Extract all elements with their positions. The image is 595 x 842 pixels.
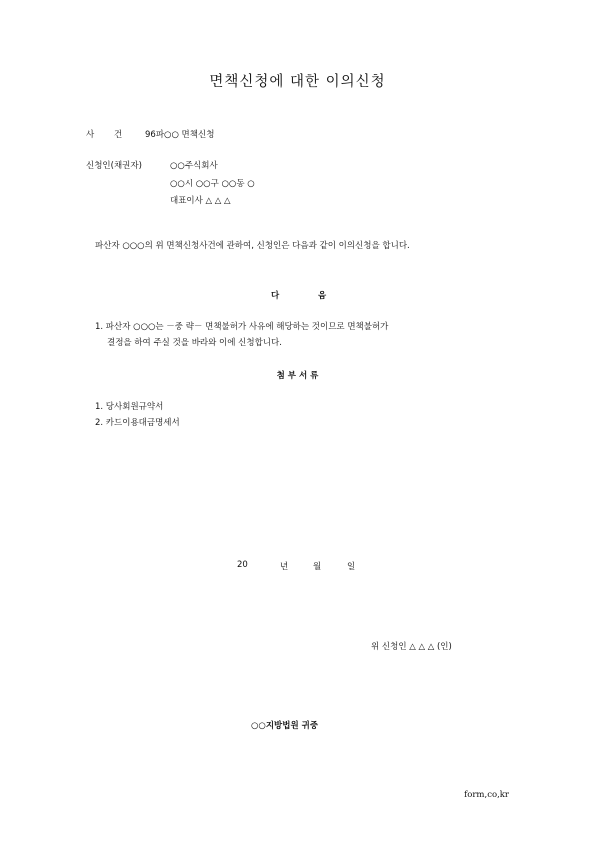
applicant-label: 신청인(채권자) [86,161,142,171]
document-title: 면책신청에 대한 이의신청 [209,74,386,90]
intro-paragraph: 파산자 ○○○의 위 면책신청사건에 관하여, 신청인은 다음과 같이 이의신청을 합니다. [95,241,410,251]
date-day-label: 일 [347,562,356,572]
applicant-address: ○○시 ○○구 ○○동 ○ [170,179,255,189]
applicant-representative: 대표이사 △ △ △ [170,196,231,206]
date-month-label: 월 [313,562,322,572]
attachment-item-2: 2. 카드이용대금명세서 [95,418,180,428]
signature-line: 위 신청인 △ △ △ (인) [371,642,452,652]
footer-source: form,co,kr [464,790,509,800]
case-label-1: 사 [86,130,95,140]
attachment-item-1: 1. 당사회원규약서 [95,402,164,412]
date-year-label: 년 [280,562,289,572]
applicant-name: ○○주식회사 [170,161,218,171]
next-heading-1: 다 [271,291,280,301]
court-addressee: ○○지방법원 귀중 [251,721,319,731]
item-1-line-2: 결정을 하여 주실 것을 바라와 이에 신청합니다. [107,338,282,348]
item-1-line-1: 1. 파산자 ○○○는 －중 략－ 면책불허가 사유에 해당하는 것이므로 면책불허가 [95,322,389,332]
case-value: 96파○○ 면책신청 [145,130,215,140]
case-label-2: 건 [114,130,123,140]
attachments-heading: 첨 부 서 류 [276,371,319,381]
date-year: 20 [237,560,248,570]
next-heading-2: 음 [318,291,327,301]
